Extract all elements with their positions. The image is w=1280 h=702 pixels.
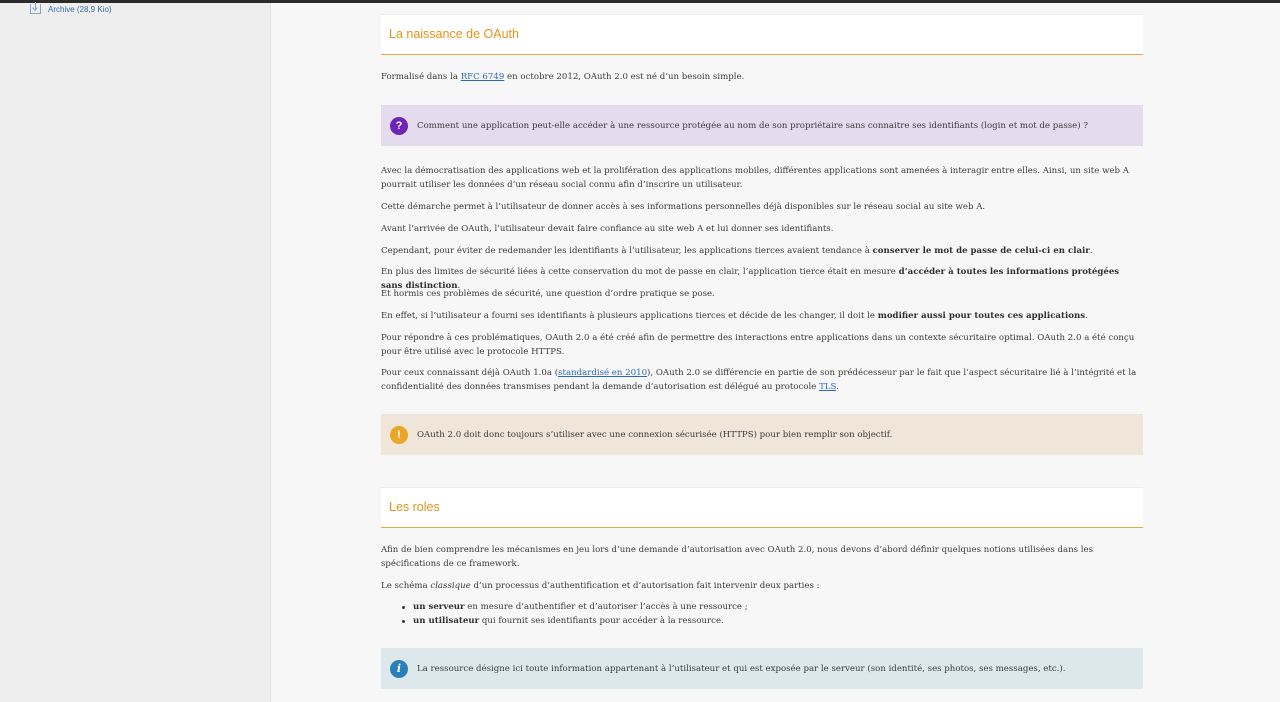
paragraph: Cette démarche permet à l’utilisateur de donner accès à ses informations personnelles déjà disponibles sur le réseau social au site web A. bbox=[381, 202, 986, 212]
question-icon: ? bbox=[390, 117, 408, 135]
paragraph: Afin de bien comprendre les mécanismes en jeu lors d’une demande d’autorisation avec OAuth 2.0, nous devons d’abord définir quelques notions utilisées dans les spécifications de ce framework. bbox=[381, 545, 1094, 569]
section-title: Les roles bbox=[389, 500, 440, 514]
paragraph: Le schéma classique d’un processus d’authentification et d’autorisation fait intervenir deux parties : bbox=[381, 581, 820, 591]
standard-2010-link[interactable]: standardisé en 2010 bbox=[558, 368, 648, 378]
roles-list bbox=[381, 601, 1143, 628]
tls-link[interactable]: TLS bbox=[819, 381, 837, 392]
section-heading-naissance bbox=[381, 14, 1143, 55]
main-content bbox=[271, 3, 1280, 702]
warning-callout bbox=[381, 414, 1143, 455]
archive-download-link[interactable] bbox=[30, 4, 112, 14]
archive-label: Archive (28,9 Kio) bbox=[48, 4, 112, 14]
info-callout bbox=[381, 648, 1143, 689]
warning-icon: ! bbox=[390, 426, 408, 444]
list-item: un utilisateur qui fournit ses identifiants pour accéder à la ressource. bbox=[381, 615, 1143, 629]
paragraph: Pour ceux connaissant déjà OAuth 1.0a (standardisé en 2010), OAuth 2.0 se différencie en partie de son prédécesseur par le fait que l’aspect sécuritaire lié à l’intégrité et la confidentialité des données transmises pendant la demande d’autorisation est délégué au protocole TLS. bbox=[381, 368, 1137, 392]
warning-text: OAuth 2.0 doit donc toujours s’utiliser avec une connexion sécurisée (HTTPS) pour bien remplir son objectif. bbox=[417, 429, 893, 440]
paragraph: Et hormis ces problèmes de sécurité, une question d’ordre pratique se pose. bbox=[381, 289, 715, 299]
paragraph: En effet, si l’utilisateur a fourni ses identifiants à plusieurs applications tierces et décide de les changer, il doit le modifier aussi pour toutes ces applications. bbox=[381, 311, 1088, 321]
question-text: Comment une application peut-elle accéder à une ressource protégée au nom de son propriétaire sans connaitre ses identifiants (login et mot de passe) ? bbox=[417, 120, 1088, 131]
paragraph: Pour répondre à ces problématiques, OAuth 2.0 a été créé afin de permettre des interactions entre applications dans un contexte sécuritaire optimal. OAuth 2.0 a été conçu pour être utilisé avec le protocole HTTPS. bbox=[381, 333, 1135, 357]
paragraph: Avant l’arrivée de OAuth, l’utilisateur devait faire confiance au site web A et lui donner ses identifiants. bbox=[381, 224, 834, 234]
download-icon bbox=[30, 4, 41, 14]
list-item: un serveur en mesure d’authentifier et d’autoriser l’accès à une ressource ; bbox=[381, 601, 1143, 615]
info-icon: i bbox=[390, 660, 408, 678]
paragraph: Cependant, pour éviter de redemander les identifiants à l’utilisateur, les applications tierces avaient tendance à conserver le mot de passe de celui-ci en clair. bbox=[381, 246, 1093, 256]
paragraph: En plus des limites de sécurité liées à cette conservation du mot de passe en clair, l’application tierce était en mesure d’accéder à toutes les informations protégées sans distinction. bbox=[381, 267, 1120, 291]
rfc-link[interactable]: RFC 6749 bbox=[460, 72, 505, 82]
intro-paragraph: Formalisé dans la RFC 6749 en octobre 2012, OAuth 2.0 est né d’un besoin simple. bbox=[381, 72, 745, 82]
info-text: La ressource désigne ici toute information appartenant à l’utilisateur et qui est exposée par le serveur (son identité, ses photos, ses messages, etc.). bbox=[417, 663, 1066, 674]
sidebar bbox=[0, 3, 271, 702]
section-title: La naissance de OAuth bbox=[389, 27, 519, 41]
section-heading-roles bbox=[381, 487, 1143, 528]
question-callout bbox=[381, 105, 1143, 146]
paragraph: Avec la démocratisation des applications web et la prolifération des applications mobiles, différentes applications sont amenées à interagir entre elles. Ainsi, un site web A pourrait utiliser les données d’un réseau social connu afin d’inscrire un utilisateur. bbox=[381, 166, 1129, 190]
